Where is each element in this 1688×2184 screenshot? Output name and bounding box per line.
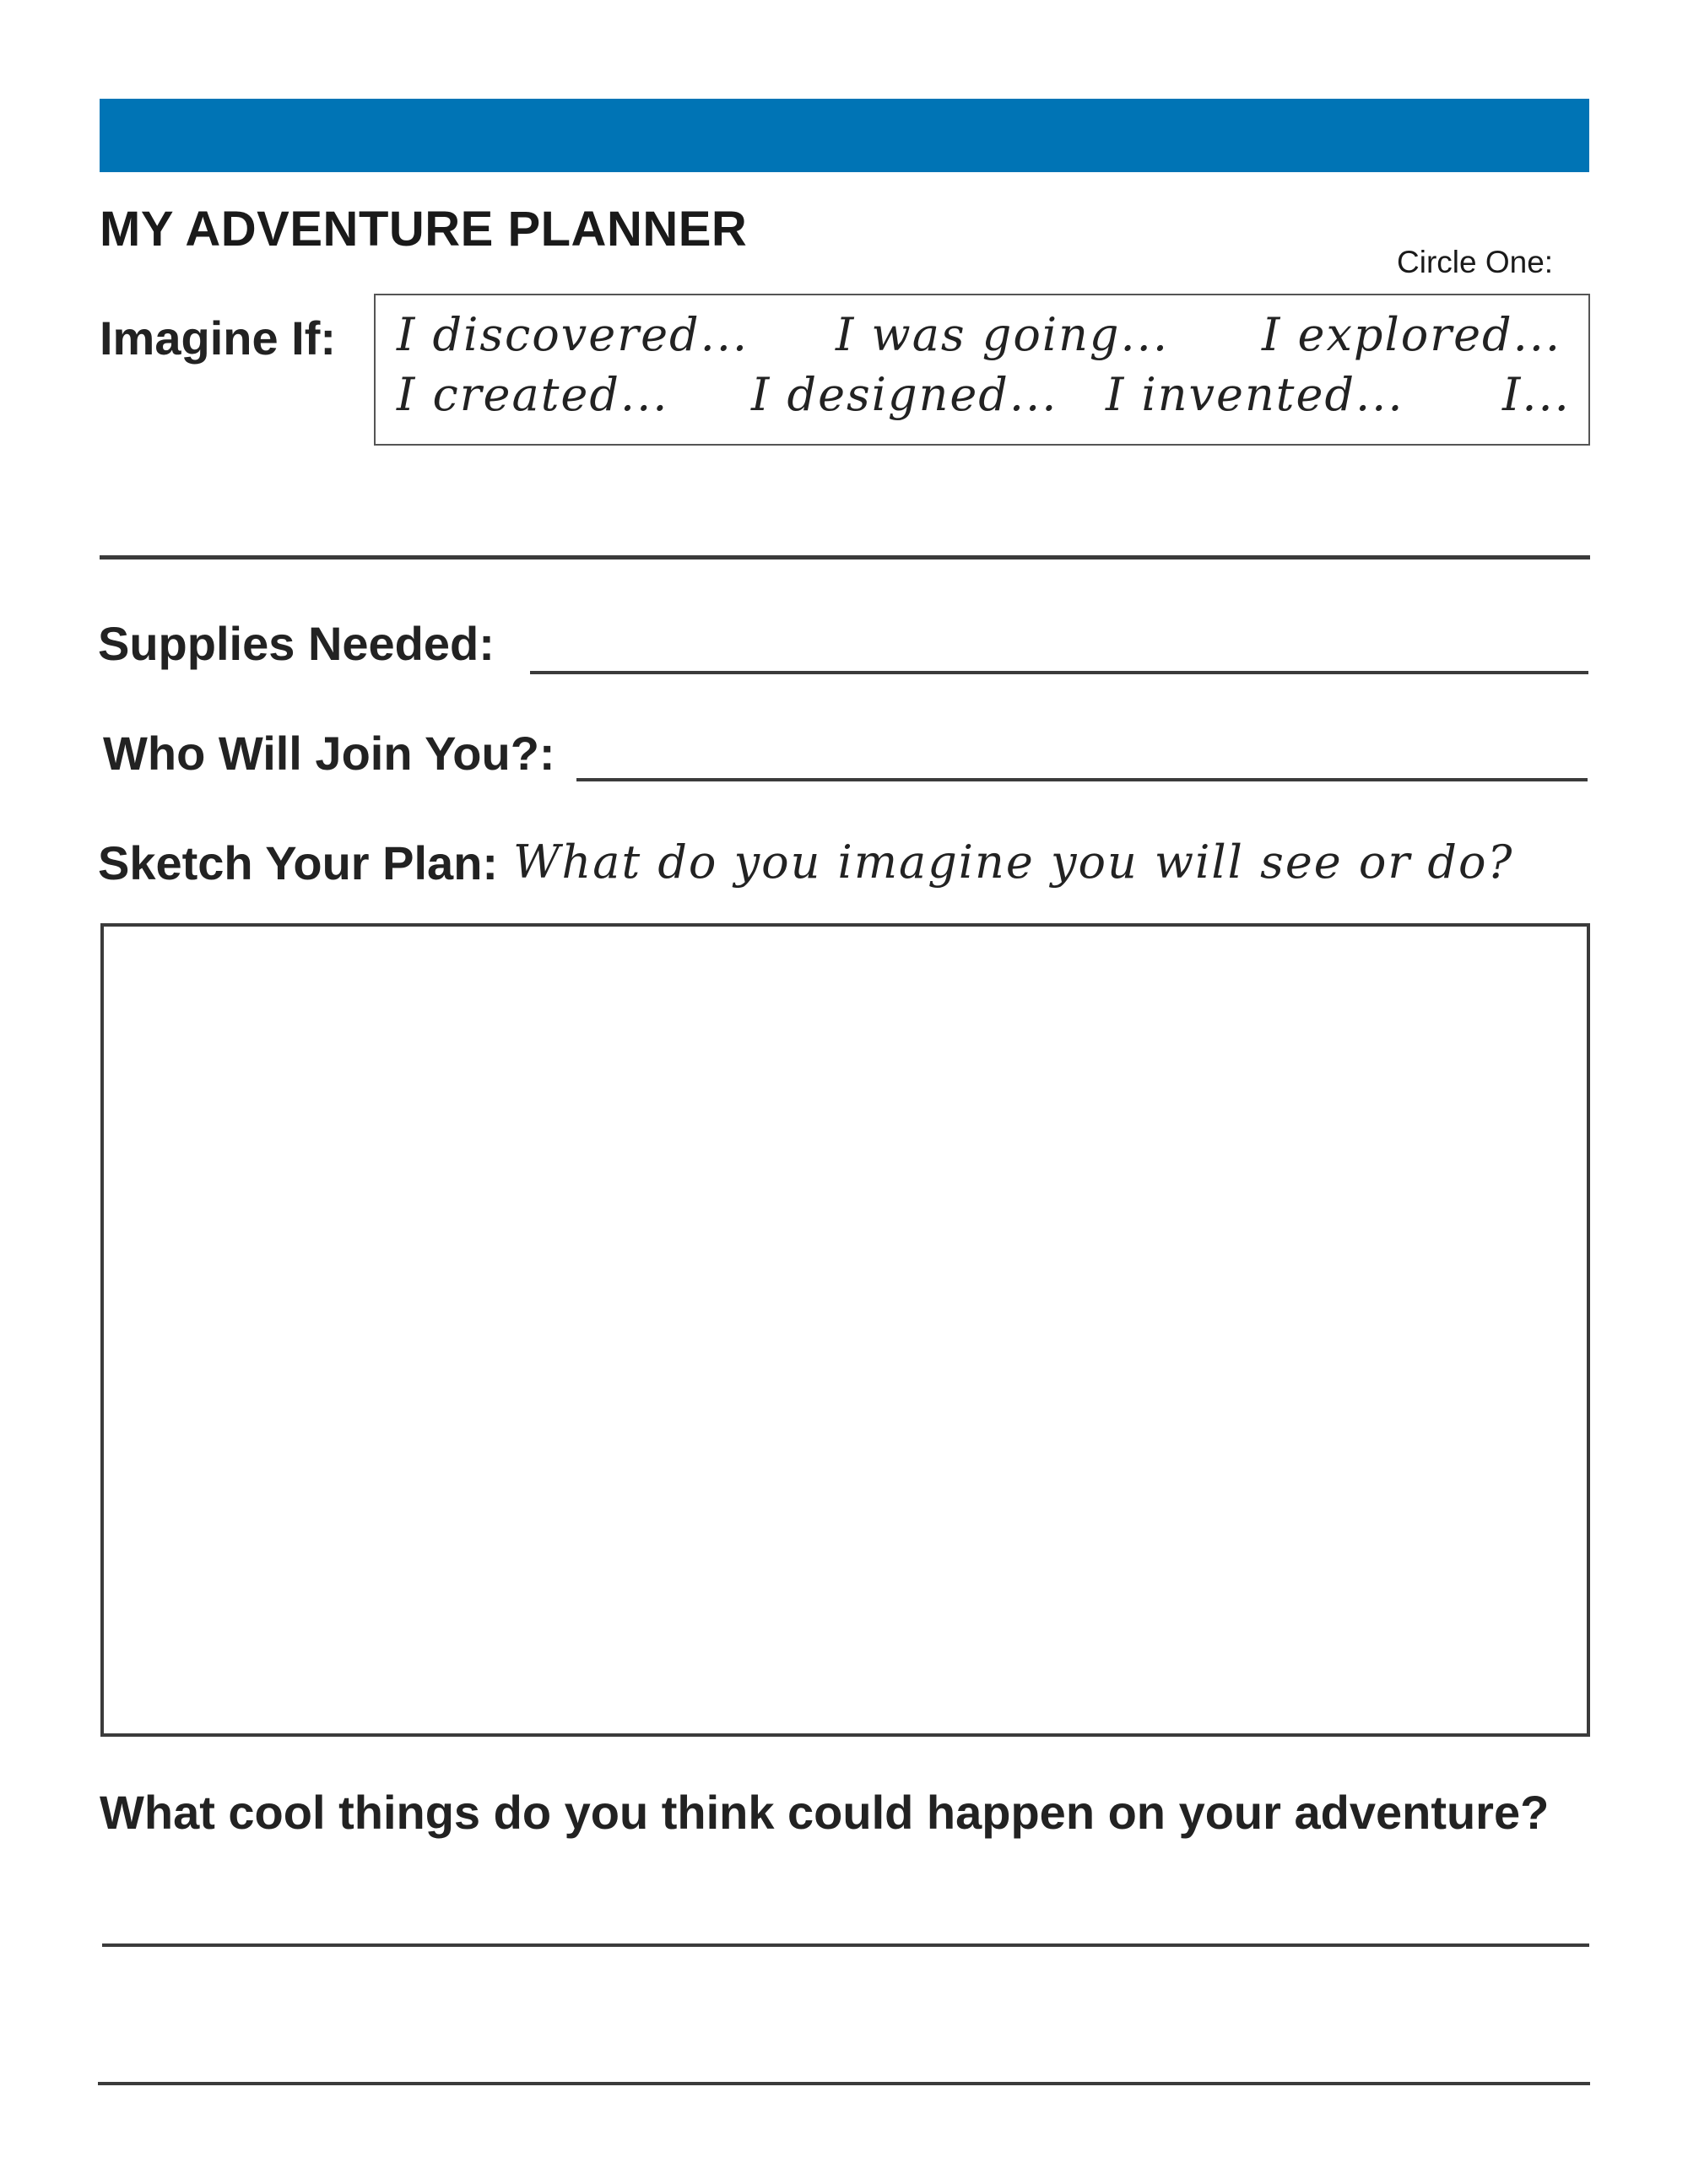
who-will-join-label: Who Will Join You?: [103,727,555,780]
imagine-answer-line[interactable] [100,555,1590,560]
option-was-going[interactable]: I was going... [836,308,1169,361]
page-title: MY ADVENTURE PLANNER [100,202,748,257]
supplies-answer-line[interactable] [530,671,1588,674]
circle-one-instruction: Circle One: [1397,245,1554,279]
option-other[interactable]: I... [1502,368,1571,421]
cool-things-question: What cool things do you think could happen on your adventure? [100,1786,1550,1839]
who-will-join-answer-line[interactable] [576,778,1588,781]
sketch-plan-label: Sketch Your Plan: [98,836,499,889]
header-color-bar [100,99,1589,172]
cool-things-answer-line-1[interactable] [102,1943,1589,1947]
option-designed[interactable]: I designed... [751,368,1058,421]
option-created[interactable]: I created... [397,368,669,421]
option-discovered[interactable]: I discovered... [397,308,749,361]
supplies-needed-label: Supplies Needed: [98,617,495,670]
option-invented[interactable]: I invented... [1106,368,1404,421]
imagine-if-label: Imagine If: [100,311,337,365]
cool-things-answer-line-2[interactable] [98,2082,1590,2085]
sketch-plan-prompt: What do you imagine you will see or do? [513,835,1514,889]
option-explored[interactable]: I explored... [1262,308,1562,361]
sketch-area[interactable] [100,923,1590,1737]
